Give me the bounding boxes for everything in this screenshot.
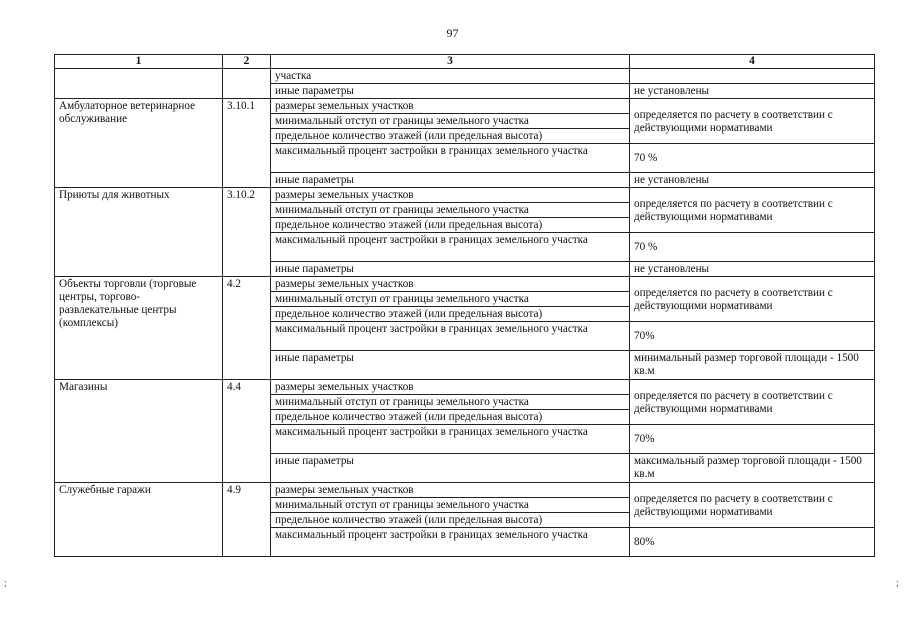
table-row [55,277,875,292]
param-cell: максимальный процент застройки в границах земельного участка [271,233,630,262]
right-edge-mark: ; [896,578,899,589]
param-cell: размеры земельных участков [271,277,630,292]
param-cell: минимальный отступ от границы земельного участка [271,498,630,513]
param-cell: иные параметры [271,351,630,380]
param-cell: максимальный процент застройки в границах земельного участка [271,144,630,173]
param-cell: максимальный процент застройки в границах земельного участка [271,528,630,557]
param-cell: размеры земельных участков [271,99,630,114]
value-cell: не установлены [630,173,875,188]
value-cell: 70 % [630,144,875,173]
param-cell: размеры земельных участков [271,380,630,395]
header-col-1: 1 [55,55,223,69]
land-use-parameters-table [54,54,875,557]
code-cell: 3.10.1 [223,99,271,188]
use-type-cell: Приюты для животных [55,188,223,277]
param-cell: максимальный процент застройки в границах земельного участка [271,425,630,454]
header-col-4: 4 [630,55,875,69]
param-cell: максимальный процент застройки в границах земельного участка [271,322,630,351]
value-cell: определяется по расчету в соответствии с действующими нормативами [630,188,875,233]
param-cell: минимальный отступ от границы земельного участка [271,292,630,307]
param-cell: иные параметры [271,262,630,277]
param-cell: предельное количество этажей (или предельная высота) [271,129,630,144]
value-cell [630,69,875,84]
param-cell: предельное количество этажей (или предельная высота) [271,218,630,233]
table-row [55,188,875,203]
use-type-cell: Амбулаторное ветеринарное обслуживание [55,99,223,188]
table-row [55,380,875,395]
page-number: 97 [446,26,459,40]
param-cell: участка [271,69,630,84]
param-cell: иные параметры [271,454,630,483]
value-cell: не установлены [630,262,875,277]
header-col-3: 3 [271,55,630,69]
use-type-cell: Объекты торговли (торговые центры, торгово-развлекательные центры (комплексы) [55,277,223,380]
value-cell: максимальный размер торговой площади - 1500 кв.м [630,454,875,483]
use-type-cell [55,69,223,99]
code-cell: 3.10.2 [223,188,271,277]
value-cell: 70% [630,425,875,454]
value-cell: не установлены [630,84,875,99]
value-cell: 70% [630,322,875,351]
code-cell [223,69,271,99]
table-row [55,69,875,84]
value-cell: 70 % [630,233,875,262]
value-cell: определяется по расчету в соответствии с действующими нормативами [630,277,875,322]
param-cell: минимальный отступ от границы земельного участка [271,114,630,129]
code-cell: 4.9 [223,483,271,557]
left-edge-mark: ; [4,578,7,589]
param-cell: предельное количество этажей (или предельная высота) [271,307,630,322]
param-cell: минимальный отступ от границы земельного участка [271,203,630,218]
param-cell: размеры земельных участков [271,188,630,203]
table-row [55,99,875,114]
value-cell: определяется по расчету в соответствии с действующими нормативами [630,99,875,144]
value-cell: минимальный размер торговой площади - 1500 кв.м [630,351,875,380]
value-cell: 80% [630,528,875,557]
param-cell: иные параметры [271,84,630,99]
use-type-cell: Магазины [55,380,223,483]
value-cell: определяется по расчету в соответствии с действующими нормативами [630,380,875,425]
param-cell: размеры земельных участков [271,483,630,498]
header-row [55,55,875,69]
param-cell: минимальный отступ от границы земельного участка [271,395,630,410]
value-cell: определяется по расчету в соответствии с действующими нормативами [630,483,875,528]
code-cell: 4.4 [223,380,271,483]
param-cell: иные параметры [271,173,630,188]
header-col-2: 2 [223,55,271,69]
param-cell: предельное количество этажей (или предельная высота) [271,513,630,528]
table-row [55,483,875,498]
use-type-cell: Служебные гаражи [55,483,223,557]
param-cell: предельное количество этажей (или предельная высота) [271,410,630,425]
code-cell: 4.2 [223,277,271,380]
